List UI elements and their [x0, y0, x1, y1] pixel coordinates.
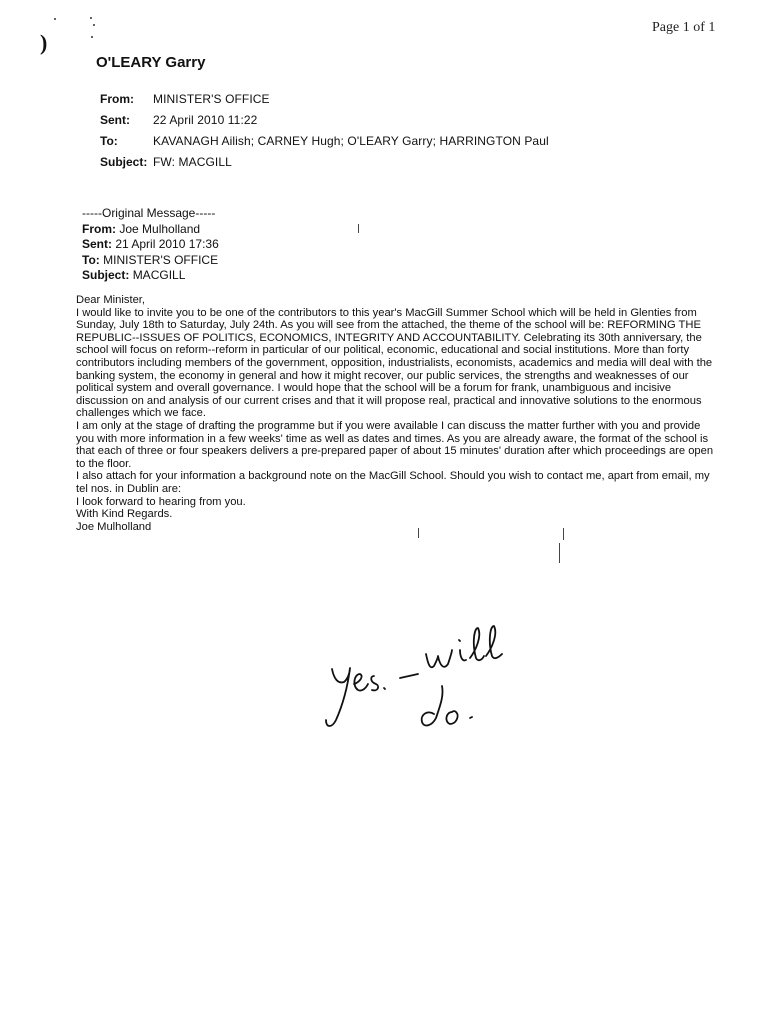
original-sent-value: 21 April 2010 17:36 [115, 237, 219, 251]
original-from-label: From: [82, 221, 116, 236]
scan-speck [90, 17, 92, 19]
redaction-mark [418, 528, 419, 538]
closing-line: I look forward to hearing from you. [76, 495, 246, 508]
closing-regards: With Kind Regards. [76, 508, 173, 521]
original-from-row [82, 222, 219, 238]
scan-speck [91, 36, 93, 38]
header-subject-value: FW: MACGILL [153, 154, 232, 169]
handwritten-note-image [318, 624, 528, 736]
body-paragraph: I would like to invite you to be one of the contributors to this year's MacGill Summer School which will be held in Glenties from Sunday, July 18th to Saturday, July 24th. As you will see from the attached, the theme of the school will be: REFORMING THE REPUBLIC--ISSUES OF POLITICS, ECONOMICS, INTEGRITY AND ACCOUNTABILITY. Celebrating its 30th anniversary, the school will focus on reform--reform in particular of our political, economic, educational and social institutions. More than forty contributors including members of the government, opposition, industrialists, economists, academics and media will deal with the banking system, the economy in general and how it might recover, our public services, the strengths and weaknesses of our political system and overall governance. I would hope that the school will be a forum for frank, unambiguous and incisive discussion on and analysis of our current crises and that it will propose real, practical and innovative solutions to the enormous challenges which we face. [76, 306, 713, 420]
body-paragraph: I also attach for your information a background note on the MacGill School. Should you wish to contact me, apart from email, my tel nos. in Dublin are: [76, 470, 710, 495]
original-to-value: MINISTER'S OFFICE [103, 252, 219, 267]
header-subject-row [100, 151, 549, 172]
body-paragraph: I am only at the stage of drafting the programme but if you were available I can discuss the matter further with you and provide you with more information in a few weeks' time as well as dates and times. As you are already aware, the format of the school is that each of three or four speakers delivers a pre-prepared paper of about 15 minutes' duration after which proceedings are open to the floor. [76, 419, 714, 470]
original-message-header [82, 206, 219, 284]
scan-speck [93, 24, 95, 26]
scan-speck [54, 18, 56, 20]
email-body [76, 294, 716, 533]
header-from-value: MINISTER'S OFFICE [153, 91, 270, 106]
signature-name: Joe Mulholland [76, 520, 152, 533]
salutation: Dear Minister, [76, 294, 146, 306]
redaction-mark [559, 543, 560, 563]
original-subject-value: MACGILL [132, 268, 186, 282]
header-sent-label: Sent: [100, 112, 130, 127]
header-to-label: To: [100, 133, 118, 148]
original-sent-label: Sent: [82, 237, 112, 251]
scan-artifact-line [358, 224, 359, 233]
header-from-row [100, 88, 549, 109]
scan-margin-mark: ) [40, 30, 48, 55]
header-from-label: From: [100, 91, 134, 106]
original-subject-row [82, 268, 219, 284]
header-to-value: KAVANAGH Ailish; CARNEY Hugh; O'LEARY Garry; HARRINGTON Paul [153, 133, 549, 148]
recipient-heading: O'LEARY Garry [96, 54, 206, 71]
email-header [100, 88, 549, 172]
header-sent-value: 22 April 2010 11:22 [153, 112, 258, 127]
original-subject-label: Subject: [82, 268, 130, 282]
page-indicator: Page 1 of 1 [652, 20, 716, 35]
original-sent-row [82, 237, 219, 253]
original-to-label: To: [82, 252, 100, 267]
redaction-mark [563, 528, 564, 540]
original-to-row [82, 253, 219, 269]
header-to-row [100, 130, 549, 151]
original-from-value: Joe Mulholland [119, 221, 201, 236]
original-message-separator: -----Original Message----- [82, 206, 216, 220]
header-sent-row [100, 109, 549, 130]
header-subject-label: Subject: [100, 154, 148, 169]
